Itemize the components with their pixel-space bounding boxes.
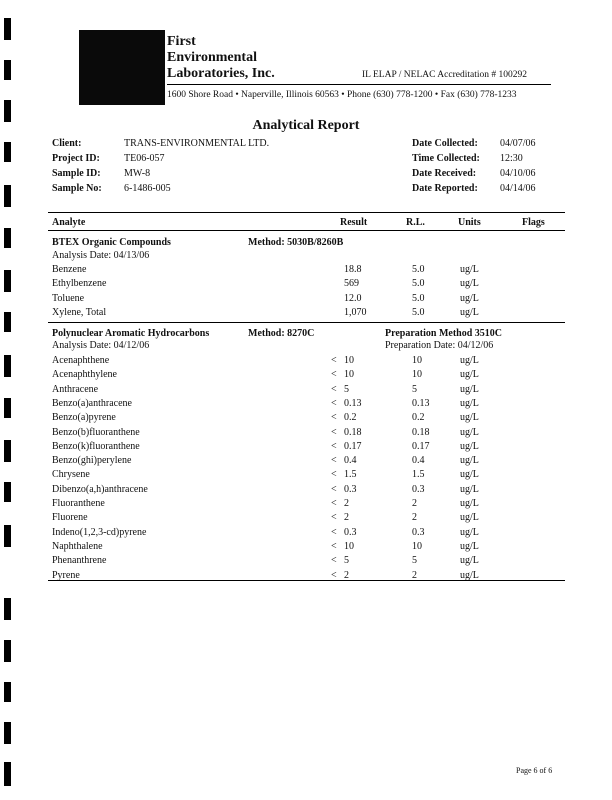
rl-cell: 2 xyxy=(412,512,417,524)
result-cell: 0.18 xyxy=(344,426,362,438)
rl-cell: 10 xyxy=(412,355,422,366)
rl-cell: 0.17 xyxy=(412,440,430,452)
date-received-label: Date Received: xyxy=(412,168,477,179)
less-than-cell: < xyxy=(331,569,337,581)
result-cell: 5 xyxy=(344,383,349,395)
column-header-analyte: Analyte xyxy=(52,217,86,228)
analyte-cell: Dibenzo(a,h)anthracene xyxy=(52,483,148,495)
rl-cell: 5.0 xyxy=(412,306,425,318)
table-row xyxy=(0,441,612,455)
section-divider xyxy=(48,322,565,323)
binder-mark xyxy=(4,142,11,162)
less-than-cell: < xyxy=(331,426,337,438)
lab-name-line-3: Laboratories, Inc. xyxy=(167,66,275,81)
result-cell: 5 xyxy=(344,555,349,567)
analyte-cell: Benzo(a)anthracene xyxy=(52,397,132,409)
rl-cell: 5.0 xyxy=(412,292,425,304)
section-method: Method: 5030B/8260B xyxy=(248,237,344,248)
binder-mark xyxy=(4,228,11,248)
sample-no-label: Sample No: xyxy=(52,183,102,194)
header-bottom-rule xyxy=(48,230,565,231)
result-cell: 1.5 xyxy=(344,469,357,481)
result-cell: 2 xyxy=(344,498,349,509)
rl-cell: 5.0 xyxy=(412,278,425,290)
rl-cell: 10 xyxy=(412,369,422,381)
result-cell: 569 xyxy=(344,278,359,290)
units-cell: ug/L xyxy=(460,264,479,275)
units-cell: ug/L xyxy=(460,355,479,366)
rl-cell: 1.5 xyxy=(412,469,425,481)
table-top-rule xyxy=(48,212,565,213)
table-row xyxy=(0,369,612,383)
analyte-cell: Pyrene xyxy=(52,569,80,581)
accreditation: IL ELAP / NELAC Accreditation # 100292 xyxy=(362,70,527,80)
result-cell: 0.13 xyxy=(344,397,362,409)
rl-cell: 5.0 xyxy=(412,264,425,275)
result-cell: 0.2 xyxy=(344,412,357,424)
units-cell: ug/L xyxy=(460,569,479,581)
analyte-cell: Chrysene xyxy=(52,469,90,481)
less-than-cell: < xyxy=(331,483,337,495)
units-cell: ug/L xyxy=(460,440,479,452)
table-row xyxy=(0,570,612,584)
section-method: Method: 8270C xyxy=(248,328,315,339)
units-cell: ug/L xyxy=(460,306,479,318)
less-than-cell: < xyxy=(331,455,337,467)
column-header-result: Result xyxy=(340,217,368,228)
analyte-cell: Benzo(k)fluoranthene xyxy=(52,440,140,452)
table-row xyxy=(0,469,612,483)
analyte-cell: Phenanthrene xyxy=(52,555,107,567)
less-than-cell: < xyxy=(331,540,337,552)
table-row xyxy=(0,484,612,498)
result-cell: 10 xyxy=(344,540,354,552)
section-title: Polynuclear Aromatic Hydrocarbons xyxy=(52,328,210,339)
units-cell: ug/L xyxy=(460,369,479,381)
sample-id-value: MW-8 xyxy=(124,168,151,179)
units-cell: ug/L xyxy=(460,397,479,409)
less-than-cell: < xyxy=(331,512,337,524)
analyte-cell: Ethylbenzene xyxy=(52,278,107,290)
rl-cell: 10 xyxy=(412,540,422,552)
result-cell: 10 xyxy=(344,355,354,366)
table-row xyxy=(0,541,612,555)
table-row xyxy=(0,264,612,278)
client-value: TRANS-ENVIRONMENTAL LTD. xyxy=(124,138,270,149)
table-row xyxy=(0,293,612,307)
project-id-label: Project ID: xyxy=(52,153,100,164)
project-id-value: TE06-057 xyxy=(124,153,165,164)
table-row xyxy=(0,555,612,569)
analyte-cell: Acenaphthylene xyxy=(52,369,117,381)
date-reported-value: 04/14/06 xyxy=(500,183,536,194)
table-row xyxy=(0,498,612,512)
table-row xyxy=(0,412,612,426)
result-cell: 0.3 xyxy=(344,526,357,538)
rl-cell: 0.2 xyxy=(412,412,425,424)
time-collected-value: 12:30 xyxy=(500,153,523,164)
result-cell: 10 xyxy=(344,369,354,381)
lab-logo xyxy=(79,30,165,105)
time-collected-label: Time Collected: xyxy=(412,153,480,164)
units-cell: ug/L xyxy=(460,383,479,395)
analyte-cell: Benzo(ghi)perylene xyxy=(52,455,132,467)
units-cell: ug/L xyxy=(460,292,479,304)
less-than-cell: < xyxy=(331,526,337,538)
rl-cell: 2 xyxy=(412,498,417,509)
analyte-cell: Benzo(a)pyrene xyxy=(52,412,116,424)
units-cell: ug/L xyxy=(460,412,479,424)
rl-cell: 0.18 xyxy=(412,426,430,438)
analyte-cell: Fluorene xyxy=(52,512,88,524)
table-row xyxy=(0,355,612,369)
binder-mark xyxy=(4,598,11,620)
less-than-cell: < xyxy=(331,469,337,481)
lab-address: 1600 Shore Road • Naperville, Illinois 60563 • Phone (630) 778-1200 • Fax (630) 778-1233 xyxy=(167,90,517,100)
report-title: Analytical Report xyxy=(252,118,360,133)
result-cell: 12.0 xyxy=(344,292,362,304)
header-rule xyxy=(167,84,551,85)
units-cell: ug/L xyxy=(460,455,479,467)
rl-cell: 0.4 xyxy=(412,455,425,467)
sample-no-value: 6-1486-005 xyxy=(124,183,171,194)
analyte-cell: Naphthalene xyxy=(52,540,103,552)
result-cell: 2 xyxy=(344,512,349,524)
rl-cell: 2 xyxy=(412,569,417,581)
table-row xyxy=(0,527,612,541)
section-title: BTEX Organic Compounds xyxy=(52,237,171,248)
page-number: Page 6 of 6 xyxy=(516,766,553,775)
units-cell: ug/L xyxy=(460,278,479,290)
rl-cell: 5 xyxy=(412,555,417,567)
result-cell: 1,070 xyxy=(344,306,367,318)
units-cell: ug/L xyxy=(460,540,479,552)
units-cell: ug/L xyxy=(460,512,479,524)
table-row xyxy=(0,278,612,292)
rl-cell: 5 xyxy=(412,383,417,395)
units-cell: ug/L xyxy=(460,426,479,438)
analyte-cell: Benzene xyxy=(52,264,87,275)
less-than-cell: < xyxy=(331,369,337,381)
units-cell: ug/L xyxy=(460,469,479,481)
binder-mark xyxy=(4,762,11,786)
column-header-units: Units xyxy=(458,217,481,228)
result-cell: 18.8 xyxy=(344,264,362,275)
lab-name-line-2: Environmental xyxy=(167,50,257,65)
analyte-cell: Fluoranthene xyxy=(52,498,105,509)
result-cell: 0.3 xyxy=(344,483,357,495)
result-cell: 0.17 xyxy=(344,440,362,452)
less-than-cell: < xyxy=(331,383,337,395)
rl-cell: 0.13 xyxy=(412,397,430,409)
analyte-cell: Acenaphthene xyxy=(52,355,110,366)
units-cell: ug/L xyxy=(460,483,479,495)
binder-mark xyxy=(4,722,11,744)
preparation-date: Preparation Date: 04/12/06 xyxy=(385,340,494,351)
binder-mark xyxy=(4,682,11,702)
preparation-method: Preparation Method 3510C xyxy=(385,328,503,339)
table-row xyxy=(0,398,612,412)
analyte-cell: Toluene xyxy=(52,292,85,304)
client-label: Client: xyxy=(52,138,82,149)
units-cell: ug/L xyxy=(460,526,479,538)
table-row xyxy=(0,307,612,321)
units-cell: ug/L xyxy=(460,498,479,509)
rl-cell: 0.3 xyxy=(412,483,425,495)
table-row xyxy=(0,384,612,398)
less-than-cell: < xyxy=(331,397,337,409)
analysis-date: Analysis Date: 04/13/06 xyxy=(52,250,150,261)
less-than-cell: < xyxy=(331,440,337,452)
less-than-cell: < xyxy=(331,355,337,366)
lab-name-line-1: First xyxy=(167,34,196,49)
analyte-cell: Xylene, Total xyxy=(52,306,107,318)
binder-mark xyxy=(4,60,11,80)
sample-id-label: Sample ID: xyxy=(52,168,101,179)
date-collected-value: 04/07/06 xyxy=(500,138,536,149)
date-received-value: 04/10/06 xyxy=(500,168,536,179)
result-cell: 2 xyxy=(344,569,349,581)
result-cell: 0.4 xyxy=(344,455,357,467)
column-header-rl: R.L. xyxy=(406,217,425,228)
table-row xyxy=(0,427,612,441)
less-than-cell: < xyxy=(331,555,337,567)
column-header-flags: Flags xyxy=(522,217,545,228)
binder-mark xyxy=(4,185,11,207)
analyte-cell: Indeno(1,2,3-cd)pyrene xyxy=(52,526,147,538)
less-than-cell: < xyxy=(331,412,337,424)
rl-cell: 0.3 xyxy=(412,526,425,538)
table-bottom-rule xyxy=(48,580,565,581)
analysis-date: Analysis Date: 04/12/06 xyxy=(52,340,150,351)
table-row xyxy=(0,455,612,469)
date-collected-label: Date Collected: xyxy=(412,138,478,149)
units-cell: ug/L xyxy=(460,555,479,567)
less-than-cell: < xyxy=(331,498,337,509)
analyte-cell: Anthracene xyxy=(52,383,99,395)
analyte-cell: Benzo(b)fluoranthene xyxy=(52,426,140,438)
binder-mark xyxy=(4,18,11,40)
binder-mark xyxy=(4,640,11,662)
table-row xyxy=(0,512,612,526)
date-reported-label: Date Reported: xyxy=(412,183,478,194)
